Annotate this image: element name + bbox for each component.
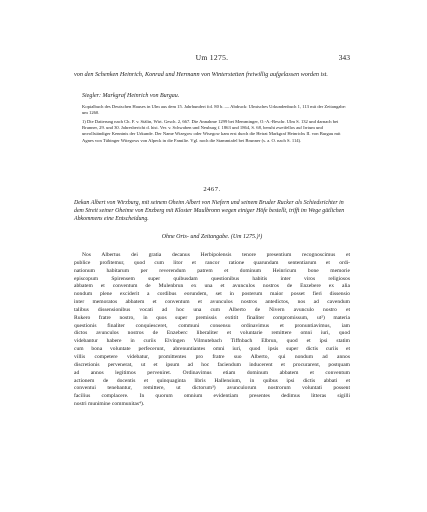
charter-line: conventui tenebantur, remittere, ut dictorum³) avunculorum nostrorum voluntati possent <box>74 385 350 392</box>
charter-line: cum bona voluntate perfecerunt, abrenuntiantes omni iuri, quod ipsis super dictis curiis et <box>74 346 350 353</box>
charter-line: facilius complacere. In quorum omnium evidentiam presentes dedimus litteras sigilli <box>74 393 350 400</box>
charter-line: nondum plene exciderit a cordibus eorundem, set in posterum maior posset fieri dissensio <box>74 291 350 298</box>
siegler-line: Siegler: Markgraf Heinrich von Burgau. <box>82 93 180 99</box>
charter-line: questionis finaliter conquiesceret, communi consensu ordinavimus et pronuntiavimus, iam <box>74 322 350 329</box>
regest-summary: Dekan Albert von Wirzburg, mit seinem Oheim Albert von Niefern und seinem Bruder Rucker als Schiedsrichter in dem Streit seiner Oheime von Enzberg mit Kloster Maulbronn wegen einiger Höfe bestellt, trifft im Wege gütlichen Abkommens eine Entscheidung. <box>74 200 345 223</box>
document-number: 2467. <box>203 186 221 193</box>
charter-line: Nos Albertus dei gratia decanus Herbipolensis tenore presentium recognoscimus et <box>82 252 350 258</box>
charter-line: episcopum Spirensem super quibusdam questionibus habitis inter viros religiosos <box>74 275 350 282</box>
charter-line: dictos avunculos nostros de Enzeberc liberaliter et voluntarie remittere omni iuri, quod <box>74 330 350 337</box>
running-head-title: Um 1275. <box>195 53 229 62</box>
running-head <box>74 53 350 65</box>
page-number: 343 <box>338 53 350 62</box>
charter-line: discretionis pervenerat, ut et ipsum ad hoc faciendum inducerent et procurarent, postquam <box>74 361 350 368</box>
charter-line: publice profitemur, quod cum litor et rancor ratione quarundam sententiarum et ordi- <box>74 259 350 266</box>
charter-line: villis competere videbatur, promittentes pro fratre suo Alberto, qui nondum ad annos <box>74 353 350 360</box>
source-note: Kopialbuch des Deutschen Hauses in Ulm aus dem 15. Jahrhundert fol. 80 b. — Abdruck: Ulmisches Urkundenbuch 1, 113 mit der Zeitangabe: um 1260. <box>82 104 347 116</box>
charter-line: ad annos legitimos perveniret. Ordinavimus etiam dominum abbatem et conventum <box>74 369 350 376</box>
charter-line: abbatem et conventum de Mulenbrun ex una et avunculos nostros de Enzebere ex alia <box>74 283 350 290</box>
footnote-1: 1) Die Datierung nach Ch. F. v. Stälin, Wirt. Gesch. 2, 667. Die Annahme 1299 bei Memminger, O.-A.-Beschr. Ulm S. 132 und darnach bei Brunner, 29. und 30. Jahresbericht d. hist. Ver. v. Schwaben und Neuburg f. 1863 und 1864, S. 68, beruht zweifellos auf Irrtum und unvollständiger Kenntnis der Urkunde. Der Name Wizegow oder Wisegow kam erst durch die Heirat Markgraf Heinrichs II. von Burgau mit Agnes von Tübinger Witegows von Alpeck in die Familie. Vgl. noch die Stammtafel bei Brunner (s. a. O. nach S. 114). <box>82 119 341 143</box>
charter-line: inter memoratos abbatem et conventum et avunculos nostros antedictos, nos ad cavendum <box>74 299 350 306</box>
charter-line: nostri munimine communitas⁴). <box>74 401 145 408</box>
charter-text <box>74 252 350 409</box>
dating-line: Ohne Orts- und Zeitangabe. (Um 1275.)¹) <box>161 234 263 240</box>
charter-line: actionem de docentis et quinquaginta libris Hallensium, in quibus ipsi dictis abbati et <box>74 377 350 384</box>
charter-line: Rukero fratre nostro, in quos super premissis extitit finaliter compromissum, ut²) materia <box>74 314 350 321</box>
charter-line: videbantur habere in curiis Elvingen Vilmutebach Tiffnbach Elbrun, quod et ipsi statim <box>74 338 350 345</box>
charter-line: nationum habitarum per reverendum patrem et dominum Heinricum bone memorie <box>74 267 350 274</box>
charter-line: talibus dissensionibus vocati ad hoc una cum Alberto de Nivern avunculo nostro et <box>74 306 350 313</box>
preceding-document-tail: von den Schenken Heinrich, Konrad und Hermann von Winterstetten freiwillig aufgelassen worden ist. <box>74 71 328 78</box>
